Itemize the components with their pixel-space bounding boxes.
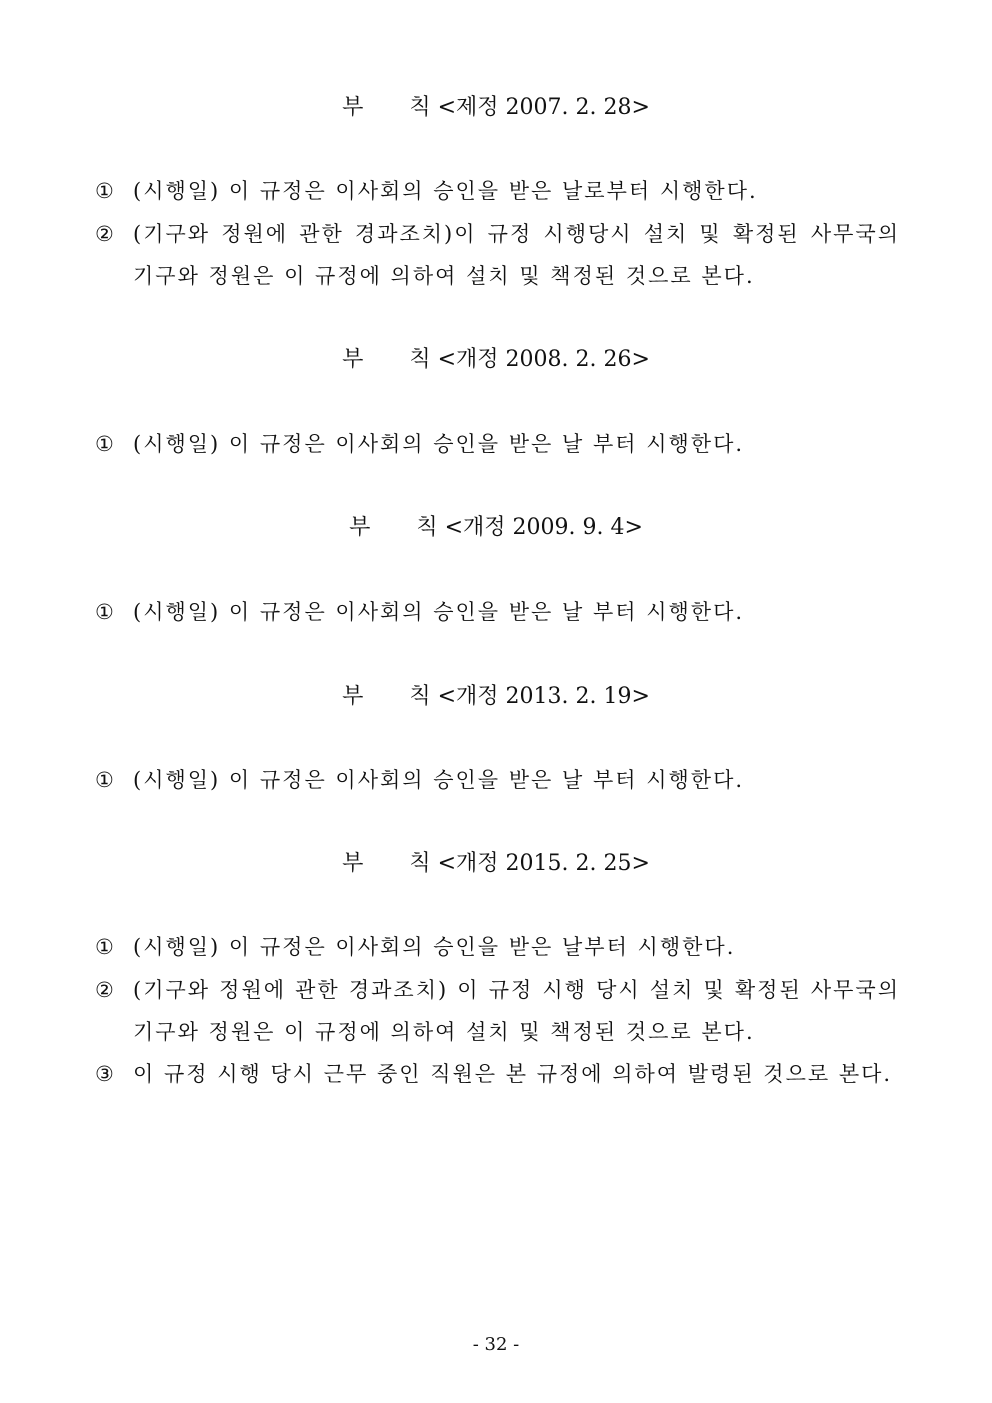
page-number: - 32 - — [472, 1334, 520, 1355]
addenda-heading — [0, 345, 992, 375]
item-marker: ① — [95, 768, 116, 792]
item-marker: ② — [95, 978, 116, 1002]
item-marker: ② — [95, 222, 116, 246]
list-item — [95, 170, 900, 212]
heading-date-tag: <개정 2015. 2. 25> — [437, 851, 650, 876]
item-text: (시행일) 이 규정은 이사회의 승인을 받은 날로부터 시행한다. — [133, 179, 758, 203]
heading-date-tag: <개정 2013. 2. 19> — [437, 684, 650, 709]
item-text: (기구와 정원에 관한 경과조치) 이 규정 시행 당시 설치 및 확정된 사무국의 기구와 정원은 이 규정에 의하여 설치 및 책정된 것으로 본다. — [133, 978, 900, 1044]
heading-chik: 칙 — [416, 515, 438, 540]
heading-date-tag: <제정 2007. 2. 28> — [437, 95, 650, 120]
item-marker: ① — [95, 179, 116, 203]
heading-chik: 칙 — [409, 347, 431, 372]
heading-bu: 부 — [342, 347, 364, 372]
list-item — [95, 423, 900, 465]
addenda-heading — [0, 513, 992, 543]
item-text: (시행일) 이 규정은 이사회의 승인을 받은 날 부터 시행한다. — [133, 768, 745, 792]
heading-date-tag: <개정 2009. 9. 4> — [444, 515, 643, 540]
heading-chik: 칙 — [409, 95, 431, 120]
list-item — [95, 759, 900, 801]
item-text: 이 규정 시행 당시 근무 중인 직원은 본 규정에 의하여 발령된 것으로 본다. — [133, 1062, 893, 1086]
list-item — [95, 926, 900, 968]
item-text: (시행일) 이 규정은 이사회의 승인을 받은 날 부터 시행한다. — [133, 600, 745, 624]
list-item — [95, 591, 900, 633]
item-marker: ① — [95, 600, 116, 624]
heading-bu: 부 — [342, 95, 364, 120]
item-marker: ③ — [95, 1062, 116, 1086]
heading-chik: 칙 — [409, 851, 431, 876]
heading-chik: 칙 — [409, 684, 431, 709]
heading-bu: 부 — [342, 684, 364, 709]
addenda-heading — [0, 682, 992, 712]
item-marker: ① — [95, 935, 116, 959]
item-text: (시행일) 이 규정은 이사회의 승인을 받은 날부터 시행한다. — [133, 935, 736, 959]
list-item — [95, 969, 900, 1053]
heading-date-tag: <개정 2008. 2. 26> — [437, 347, 650, 372]
item-text: (시행일) 이 규정은 이사회의 승인을 받은 날 부터 시행한다. — [133, 432, 745, 456]
addenda-heading — [0, 849, 992, 879]
heading-bu: 부 — [342, 851, 364, 876]
heading-bu: 부 — [349, 515, 371, 540]
list-item — [95, 1053, 900, 1095]
item-text: (기구와 정원에 관한 경과조치)이 규정 시행당시 설치 및 확정된 사무국의 기구와 정원은 이 규정에 의하여 설치 및 책정된 것으로 본다. — [133, 222, 900, 288]
item-marker: ① — [95, 432, 116, 456]
list-item — [95, 213, 900, 297]
addenda-heading — [0, 93, 992, 123]
